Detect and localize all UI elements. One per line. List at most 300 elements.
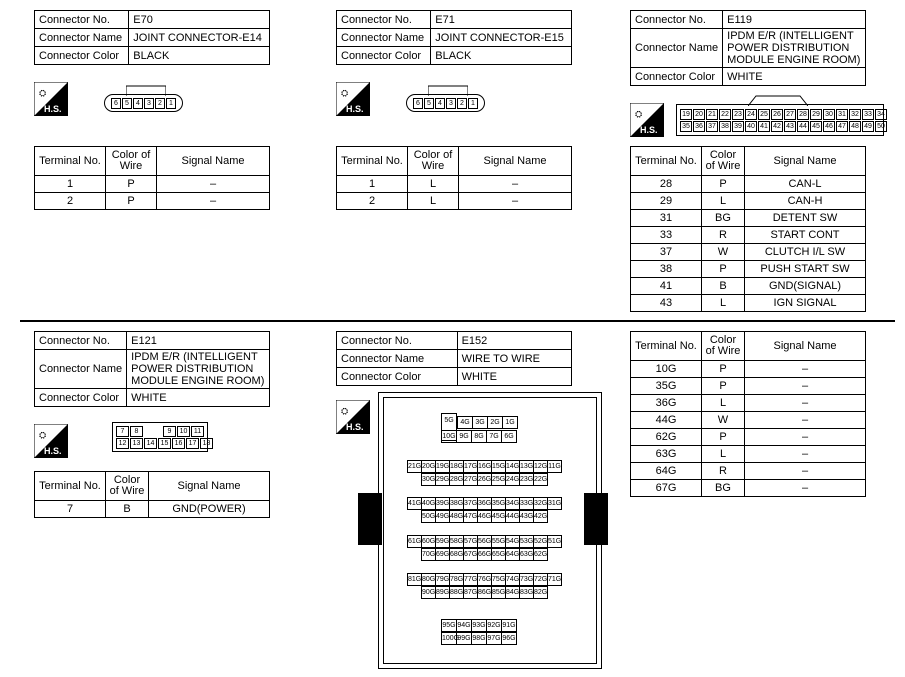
wire-color-cell: W <box>702 244 745 261</box>
pin-label: 19 <box>680 109 692 120</box>
table-row <box>631 429 866 446</box>
pin-label: 45 <box>810 121 822 132</box>
pin-label: 18 <box>200 438 213 449</box>
pin-label: 22 <box>719 109 731 120</box>
connector-color-value: BLACK <box>431 47 572 65</box>
terminal-no-cell: 38 <box>631 261 702 278</box>
pin-label: 69G <box>435 548 450 561</box>
pin-label: 7 <box>116 426 129 437</box>
pin-label: 1G <box>502 416 518 429</box>
pin-label: 89G <box>435 586 450 599</box>
pin-label: 17G <box>463 460 478 473</box>
pin-label: 84G <box>505 586 520 599</box>
pin-label: 38G <box>449 497 464 510</box>
pin-label: 98G <box>471 632 487 645</box>
pin-label: 24 <box>745 109 757 120</box>
pin-label: 83G <box>519 586 534 599</box>
pin-label: 30G <box>421 473 436 486</box>
pin-label: 60G <box>421 535 436 548</box>
signal-name-header: Signal Name <box>157 147 270 176</box>
pin-label: 15G <box>491 460 506 473</box>
signal-name-cell: – <box>157 193 270 210</box>
pin-label: 16G <box>477 460 492 473</box>
table-row <box>631 446 866 463</box>
pin-label: 27G <box>463 473 478 486</box>
pin-label: 57G <box>463 535 478 548</box>
pin-label: 71G <box>547 573 562 586</box>
pin-label: 14G <box>505 460 520 473</box>
connector-no-label: Connector No. <box>631 11 723 29</box>
pin-label: 2 <box>155 98 165 109</box>
pin-label: 30 <box>823 109 835 120</box>
pin-label: 8G <box>471 430 487 443</box>
pin-label: 41 <box>758 121 770 132</box>
pin-label: 36G <box>477 497 492 510</box>
wire-color-cell: L <box>408 193 459 210</box>
pin-label: 85G <box>491 586 506 599</box>
connector-no-value: E71 <box>431 11 572 29</box>
pin-label: 63G <box>519 548 534 561</box>
pin-label: 62G <box>533 548 548 561</box>
pin-label: 4 <box>133 98 143 109</box>
connector-color-value: WHITE <box>723 68 866 86</box>
pin-label: 3 <box>144 98 154 109</box>
harness-side-icon <box>34 424 68 458</box>
pin-label: 94G <box>456 619 472 632</box>
terminal-no-cell: 2 <box>337 193 408 210</box>
terminal-no-cell: 36G <box>631 395 702 412</box>
pin-label: 27 <box>784 109 796 120</box>
e71-connector-latch <box>428 84 468 96</box>
pin-label: 36 <box>693 121 705 132</box>
color-of-wire-header: Color of Wire <box>106 147 157 176</box>
e119-terminal-table <box>630 146 866 312</box>
pin-label: 23G <box>519 473 534 486</box>
e119-connector-info <box>630 10 866 86</box>
pin-label <box>144 426 162 435</box>
pin-label: 61G <box>407 535 422 548</box>
pin-label: 49 <box>862 121 874 132</box>
svg-text:⛭: ⛭ <box>341 89 349 99</box>
connector-no-label: Connector No. <box>35 332 127 350</box>
pin-label: 17 <box>186 438 199 449</box>
e152-pin-grid <box>379 393 601 668</box>
pin-label: 33G <box>519 497 534 510</box>
e70-connector-face <box>104 94 183 112</box>
e71-connector-info <box>336 10 572 65</box>
pin-label: 97G <box>486 632 502 645</box>
pin-label: 73G <box>519 573 534 586</box>
table-row <box>631 261 866 278</box>
pin-label: 41G <box>407 497 422 510</box>
signal-name-cell: – <box>745 412 866 429</box>
table-row <box>35 176 270 193</box>
table-row <box>35 501 270 518</box>
svg-text:H.S.: H.S. <box>44 446 62 456</box>
connector-name-value: IPDM E/R (INTELLIGENT POWER DISTRIBUTION MODULE ENGINE ROOM) <box>723 29 866 68</box>
pin-label: 39G <box>435 497 450 510</box>
wire-color-cell: B <box>702 278 745 295</box>
harness-side-icon <box>34 82 68 116</box>
pin-label: 3 <box>446 98 456 109</box>
pin-label: 78G <box>449 573 464 586</box>
pin-label: 43G <box>519 510 534 523</box>
terminal-no-cell: 64G <box>631 463 702 480</box>
pin-label: 67G <box>463 548 478 561</box>
pin-label: 9 <box>163 426 176 437</box>
signal-name-cell: CLUTCH I/L SW <box>745 244 866 261</box>
pin-label: 4 <box>435 98 445 109</box>
pin-label: 64G <box>505 548 520 561</box>
pin-label: 40G <box>421 497 436 510</box>
connector-no-label: Connector No. <box>35 11 129 29</box>
signal-name-cell: – <box>745 463 866 480</box>
wire-color-cell: L <box>702 295 745 312</box>
pin-label: 100G <box>441 632 457 645</box>
table-row <box>631 244 866 261</box>
terminal-no-header: Terminal No. <box>631 147 702 176</box>
pin-label: 23 <box>732 109 744 120</box>
pin-label: 8 <box>130 426 143 437</box>
svg-text:⛭: ⛭ <box>39 89 47 99</box>
pin-label: 29 <box>810 109 822 120</box>
pin-label: 70G <box>421 548 436 561</box>
wire-color-cell: L <box>702 446 745 463</box>
pin-label: 4G <box>457 416 473 429</box>
pin-label: 99G <box>456 632 472 645</box>
table-row <box>631 176 866 193</box>
signal-name-cell: – <box>745 378 866 395</box>
pin-label: 16 <box>172 438 185 449</box>
table-row <box>631 378 866 395</box>
color-of-wire-header: Color of Wire <box>702 332 745 361</box>
pin-label: 59G <box>435 535 450 548</box>
connector-color-label: Connector Color <box>337 368 458 386</box>
table-row <box>631 395 866 412</box>
terminal-no-cell: 33 <box>631 227 702 244</box>
terminal-no-cell: 2 <box>35 193 106 210</box>
pin-label: 92G <box>486 619 502 632</box>
signal-name-cell: IGN SIGNAL <box>745 295 866 312</box>
wire-color-cell: R <box>702 227 745 244</box>
pin-label: 87G <box>463 586 478 599</box>
connector-no-value: E121 <box>127 332 270 350</box>
e152-connector-info <box>336 331 572 386</box>
table-row <box>35 193 270 210</box>
pin-label: 46G <box>477 510 492 523</box>
wire-color-cell: L <box>702 193 745 210</box>
harness-side-icon <box>630 103 664 137</box>
pin-label: 81G <box>407 573 422 586</box>
pin-label: 50 <box>875 121 887 132</box>
pin-label: 2 <box>457 98 467 109</box>
terminal-no-header: Terminal No. <box>35 472 106 501</box>
table-row <box>631 480 866 497</box>
terminal-no-header: Terminal No. <box>337 147 408 176</box>
pin-label: 37 <box>706 121 718 132</box>
pin-label: 48 <box>849 121 861 132</box>
connector-color-value: WHITE <box>127 389 270 407</box>
pin-label: 53G <box>519 535 534 548</box>
e70-connector-info <box>34 10 270 65</box>
pin-label: 39 <box>732 121 744 132</box>
connector-color-value: WHITE <box>457 368 571 386</box>
connector-name-label: Connector Name <box>631 29 723 68</box>
table-row <box>631 463 866 480</box>
pin-label: 76G <box>477 573 492 586</box>
connector-name-label: Connector Name <box>35 29 129 47</box>
pin-label: 19G <box>435 460 450 473</box>
connector-name-label: Connector Name <box>35 350 127 389</box>
pin-label: 48G <box>449 510 464 523</box>
signal-name-cell: START CONT <box>745 227 866 244</box>
pin-label: 47G <box>463 510 478 523</box>
terminal-no-cell: 43 <box>631 295 702 312</box>
terminal-no-cell: 67G <box>631 480 702 497</box>
pin-label: 25G <box>491 473 506 486</box>
connector-no-value: E70 <box>129 11 270 29</box>
e71-terminal-table <box>336 146 572 210</box>
pin-label: 1 <box>468 98 478 109</box>
table-row <box>631 278 866 295</box>
wire-color-cell: P <box>702 429 745 446</box>
pin-label: 32G <box>533 497 548 510</box>
table-row <box>631 295 866 312</box>
terminal-no-header: Terminal No. <box>35 147 106 176</box>
pin-label: 88G <box>449 586 464 599</box>
wire-color-cell: P <box>702 378 745 395</box>
connector-name-value: JOINT CONNECTOR-E14 <box>129 29 270 47</box>
pin-label: 72G <box>533 573 548 586</box>
pin-label: 77G <box>463 573 478 586</box>
signal-name-header: Signal Name <box>149 472 270 501</box>
connector-color-label: Connector Color <box>35 47 129 65</box>
pin-label: 43 <box>784 121 796 132</box>
pin-label: 40 <box>745 121 757 132</box>
pin-label: 90G <box>421 586 436 599</box>
e121-connector-info <box>34 331 270 407</box>
signal-name-cell: – <box>459 176 572 193</box>
connector-name-value: WIRE TO WIRE <box>457 350 571 368</box>
pin-label: 95G <box>441 619 457 632</box>
svg-text:⛭: ⛭ <box>39 431 47 441</box>
wire-color-cell: P <box>702 261 745 278</box>
pin-label: 21 <box>706 109 718 120</box>
terminal-no-header: Terminal No. <box>631 332 702 361</box>
signal-name-header: Signal Name <box>745 147 866 176</box>
pin-label: 45G <box>491 510 506 523</box>
pin-label: 74G <box>505 573 520 586</box>
wire-color-cell: L <box>408 176 459 193</box>
pin-label: 28G <box>449 473 464 486</box>
wire-color-cell: P <box>702 361 745 378</box>
pin-label: 25 <box>758 109 770 120</box>
harness-side-icon <box>336 400 370 434</box>
pin-label: 50G <box>421 510 436 523</box>
pin-label: 9G <box>456 430 472 443</box>
pin-label: 66G <box>477 548 492 561</box>
pin-label: 5 <box>424 98 434 109</box>
wire-color-cell: P <box>106 176 157 193</box>
pin-label: 15 <box>158 438 171 449</box>
pin-label: 13 <box>130 438 143 449</box>
pin-label: 11 <box>191 426 204 437</box>
signal-name-cell: – <box>745 480 866 497</box>
pin-label: 24G <box>505 473 520 486</box>
pin-label: 6G <box>501 430 517 443</box>
e152-terminal-table <box>630 331 866 497</box>
wire-color-cell: B <box>106 501 149 518</box>
pin-label: 54G <box>505 535 520 548</box>
pin-label: 2G <box>487 416 503 429</box>
pin-label: 79G <box>435 573 450 586</box>
pin-label: 42 <box>771 121 783 132</box>
pin-label: 12 <box>116 438 129 449</box>
table-row <box>631 412 866 429</box>
terminal-no-cell: 7 <box>35 501 106 518</box>
connector-color-label: Connector Color <box>337 47 431 65</box>
pin-label: 18G <box>449 460 464 473</box>
table-row <box>631 210 866 227</box>
terminal-no-cell: 1 <box>337 176 408 193</box>
pin-label: 56G <box>477 535 492 548</box>
table-row <box>631 193 866 210</box>
pin-label: 47 <box>836 121 848 132</box>
signal-name-cell: CAN-H <box>745 193 866 210</box>
terminal-no-cell: 28 <box>631 176 702 193</box>
signal-name-cell: GND(POWER) <box>149 501 270 518</box>
wire-color-cell: P <box>106 193 157 210</box>
pin-label: 51G <box>547 535 562 548</box>
terminal-no-cell: 37 <box>631 244 702 261</box>
pin-label: 46 <box>823 121 835 132</box>
pin-label: 31G <box>547 497 562 510</box>
color-of-wire-header: Color of Wire <box>408 147 459 176</box>
signal-name-cell: DETENT SW <box>745 210 866 227</box>
signal-name-cell: PUSH START SW <box>745 261 866 278</box>
pin-label: 22G <box>533 473 548 486</box>
table-row <box>631 361 866 378</box>
signal-name-cell: – <box>459 193 572 210</box>
pin-label: 96G <box>501 632 517 645</box>
svg-text:H.S.: H.S. <box>346 422 364 432</box>
pin-label: 35 <box>680 121 692 132</box>
table-row <box>337 176 572 193</box>
wire-color-cell: L <box>702 395 745 412</box>
pin-label: 68G <box>449 548 464 561</box>
terminal-no-cell: 63G <box>631 446 702 463</box>
pin-label: 12G <box>533 460 548 473</box>
signal-name-header: Signal Name <box>459 147 572 176</box>
signal-name-cell: – <box>157 176 270 193</box>
terminal-no-cell: 29 <box>631 193 702 210</box>
svg-text:⛭: ⛭ <box>635 110 643 120</box>
signal-name-cell: – <box>745 361 866 378</box>
pin-label: 44G <box>505 510 520 523</box>
e70-terminal-table <box>34 146 270 210</box>
pin-label: 10G <box>441 430 457 443</box>
pin-label: 80G <box>421 573 436 586</box>
connector-no-value: E119 <box>723 11 866 29</box>
pin-label: 42G <box>533 510 548 523</box>
pin-label: 82G <box>533 586 548 599</box>
pin-label: 52G <box>533 535 548 548</box>
terminal-no-cell: 41 <box>631 278 702 295</box>
pin-label: 5G <box>441 413 457 441</box>
pin-label: 31 <box>836 109 848 120</box>
table-row <box>631 227 866 244</box>
pin-label: 86G <box>477 586 492 599</box>
pin-label: 14 <box>144 438 157 449</box>
pin-label: 13G <box>519 460 534 473</box>
connector-name-value: JOINT CONNECTOR-E15 <box>431 29 572 47</box>
pin-label: 6 <box>111 98 121 109</box>
e119-connector-latch <box>748 94 808 106</box>
svg-text:⛭: ⛭ <box>341 407 349 417</box>
pin-label: 44 <box>797 121 809 132</box>
connector-no-value: E152 <box>457 332 571 350</box>
pin-label: 38 <box>719 121 731 132</box>
pin-label: 3G <box>472 416 488 429</box>
pin-label: 93G <box>471 619 487 632</box>
pin-label: 7G <box>486 430 502 443</box>
color-of-wire-header: Color of Wire <box>702 147 745 176</box>
terminal-no-cell: 35G <box>631 378 702 395</box>
wire-color-cell: P <box>702 176 745 193</box>
harness-side-icon <box>336 82 370 116</box>
pin-label: 26 <box>771 109 783 120</box>
e121-terminal-table <box>34 471 270 518</box>
wire-color-cell: W <box>702 412 745 429</box>
pin-label: 28 <box>797 109 809 120</box>
pin-label: 20G <box>421 460 436 473</box>
pin-label: 55G <box>491 535 506 548</box>
pin-label: 21G <box>407 460 422 473</box>
wire-color-cell: R <box>702 463 745 480</box>
pin-label: 10 <box>177 426 190 437</box>
e152-left-lock <box>358 493 382 545</box>
e152-connector-face <box>378 392 602 669</box>
pin-label: 33 <box>862 109 874 120</box>
signal-name-header: Signal Name <box>745 332 866 361</box>
pin-label: 29G <box>435 473 450 486</box>
svg-text:H.S.: H.S. <box>346 104 364 114</box>
connector-name-label: Connector Name <box>337 29 431 47</box>
pin-label: 35G <box>491 497 506 510</box>
connector-no-label: Connector No. <box>337 332 458 350</box>
pin-label: 91G <box>501 619 517 632</box>
terminal-no-cell: 44G <box>631 412 702 429</box>
connector-name-value: IPDM E/R (INTELLIGENT POWER DISTRIBUTION MODULE ENGINE ROOM) <box>127 350 270 389</box>
wire-color-cell: BG <box>702 480 745 497</box>
pin-label: 65G <box>491 548 506 561</box>
signal-name-cell: – <box>745 429 866 446</box>
terminal-no-cell: 62G <box>631 429 702 446</box>
pin-label: 34 <box>875 109 887 120</box>
e119-connector-face <box>676 104 884 136</box>
signal-name-cell: CAN-L <box>745 176 866 193</box>
e70-connector-latch <box>126 84 166 96</box>
terminal-no-cell: 1 <box>35 176 106 193</box>
pin-label: 32 <box>849 109 861 120</box>
connector-color-label: Connector Color <box>631 68 723 86</box>
pin-label: 49G <box>435 510 450 523</box>
pin-label: 34G <box>505 497 520 510</box>
pin-label: 20 <box>693 109 705 120</box>
pin-label: 11G <box>547 460 562 473</box>
pin-label: 58G <box>449 535 464 548</box>
connector-no-label: Connector No. <box>337 11 431 29</box>
